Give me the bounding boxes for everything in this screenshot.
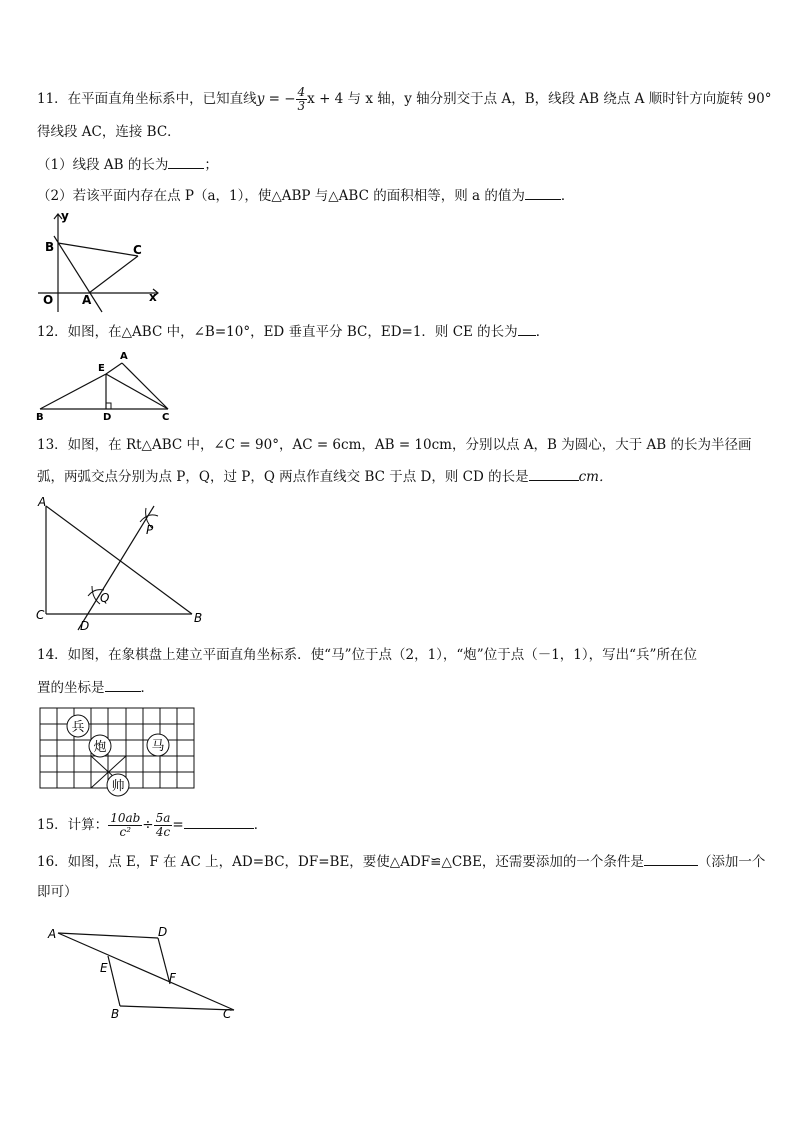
label-c: C xyxy=(133,243,142,257)
svg-text:D: D xyxy=(103,412,112,422)
svg-text:F: F xyxy=(169,971,176,985)
q12-figure xyxy=(34,346,174,422)
q16-line2: 即可） xyxy=(37,884,78,900)
svg-text:A: A xyxy=(38,495,47,509)
segment-ac xyxy=(89,256,138,293)
svg-text:E: E xyxy=(100,961,108,975)
q11-line1: 11．在平面直角坐标系中，已知直线y = − $\frac{4}{3}$ x + 4 与 x 轴，y 轴分别交于点 A，B，线段 AB 绕点 A 顺时针方向旋转 90° xyxy=(37,85,772,113)
svg-text:C: C xyxy=(162,412,170,422)
q14-chessboard xyxy=(38,706,198,798)
svg-text:C: C xyxy=(223,1007,232,1021)
answer-blank[interactable] xyxy=(518,334,536,336)
piece-pao xyxy=(89,735,111,757)
q11-sub1: （1）线段 AB 的长为 ； xyxy=(37,157,218,173)
piece-shuai xyxy=(107,774,129,796)
svg-text:A: A xyxy=(48,927,57,941)
svg-text:A: A xyxy=(120,351,128,362)
q11-equation-y: y = − xyxy=(256,91,296,107)
q15-fraction-2: $\frac{5a}{4c}$ xyxy=(155,811,171,839)
svg-text:帅: 帅 xyxy=(111,779,125,794)
q16-line1: 16．如图，点 E，F 在 AC 上，AD=BC，DF=BE，要使△ADF≌△CBE，还需要添加的一个条件是 （添加一个 xyxy=(37,854,766,870)
q11-figure xyxy=(34,208,164,316)
svg-text:B: B xyxy=(36,412,44,422)
svg-text:D: D xyxy=(80,619,90,633)
answer-blank[interactable] xyxy=(529,479,579,481)
q15-fraction-1: $\frac{10ab}{\text{c²}}$ xyxy=(110,811,141,839)
segment-bc xyxy=(58,243,138,256)
q11-fraction: $\frac{4}{3}$ xyxy=(297,85,306,113)
svg-text:C: C xyxy=(36,608,45,622)
q11-sub2: （2）若该平面内存在点 P（a，1），使△ABP 与△ABC 的面积相等，则 a 的值为 ． xyxy=(37,188,575,204)
piece-bing xyxy=(67,715,89,737)
q13-figure xyxy=(34,492,214,636)
answer-blank[interactable] xyxy=(525,198,561,200)
svg-text:炮: 炮 xyxy=(93,740,107,755)
answer-blank[interactable] xyxy=(105,690,141,692)
svg-text:B: B xyxy=(194,611,203,625)
label-a: A xyxy=(82,293,92,307)
answer-blank[interactable] xyxy=(184,827,254,829)
svg-text:兵: 兵 xyxy=(71,720,85,735)
piece-ma xyxy=(147,734,169,756)
svg-text:马: 马 xyxy=(151,739,165,754)
svg-text:B: B xyxy=(111,1007,120,1021)
svg-text:Q: Q xyxy=(100,591,110,605)
label-x: x xyxy=(149,290,157,304)
svg-text:E: E xyxy=(98,363,105,374)
svg-text:D: D xyxy=(158,925,168,939)
svg-text:P: P xyxy=(146,523,154,537)
answer-blank[interactable] xyxy=(644,864,698,866)
q12-text: 12．如图，在△ABC 中，∠B=10°，ED 垂直平分 BC，ED=1．则 CE 的长为 ． xyxy=(37,324,550,340)
q14-line1: 14．如图，在象棋盘上建立平面直角坐标系．使“马”位于点（2，1），“炮”位于点（－1，1），写出“兵”所在位 xyxy=(37,647,697,663)
answer-blank[interactable] xyxy=(168,167,204,169)
label-b: B xyxy=(45,240,55,254)
label-o: O xyxy=(43,293,54,307)
q15-text: 15．计算： $\frac{10ab}{\text{c²}}$ ÷ $\frac{5a}{4c}$ = ． xyxy=(37,811,268,839)
q11-line2: 得线段 AC，连接 BC． xyxy=(37,124,181,140)
q14-line2: 置的坐标是 ． xyxy=(37,680,154,696)
label-y: y xyxy=(61,209,69,223)
q13-line2: 弧，两弧交点分别为点 P，Q，过 P，Q 两点作直线交 BC 于点 D，则 CD 的长是 cm． xyxy=(37,469,613,485)
q13-line1: 13．如图，在 Rt△ABC 中，∠C = 90°，AC = 6cm，AB = 10cm，分别以点 A，B 为圆心，大于 AB 的长为半径画 xyxy=(37,437,752,453)
line-ab xyxy=(54,236,102,312)
q16-figure xyxy=(42,920,252,1030)
